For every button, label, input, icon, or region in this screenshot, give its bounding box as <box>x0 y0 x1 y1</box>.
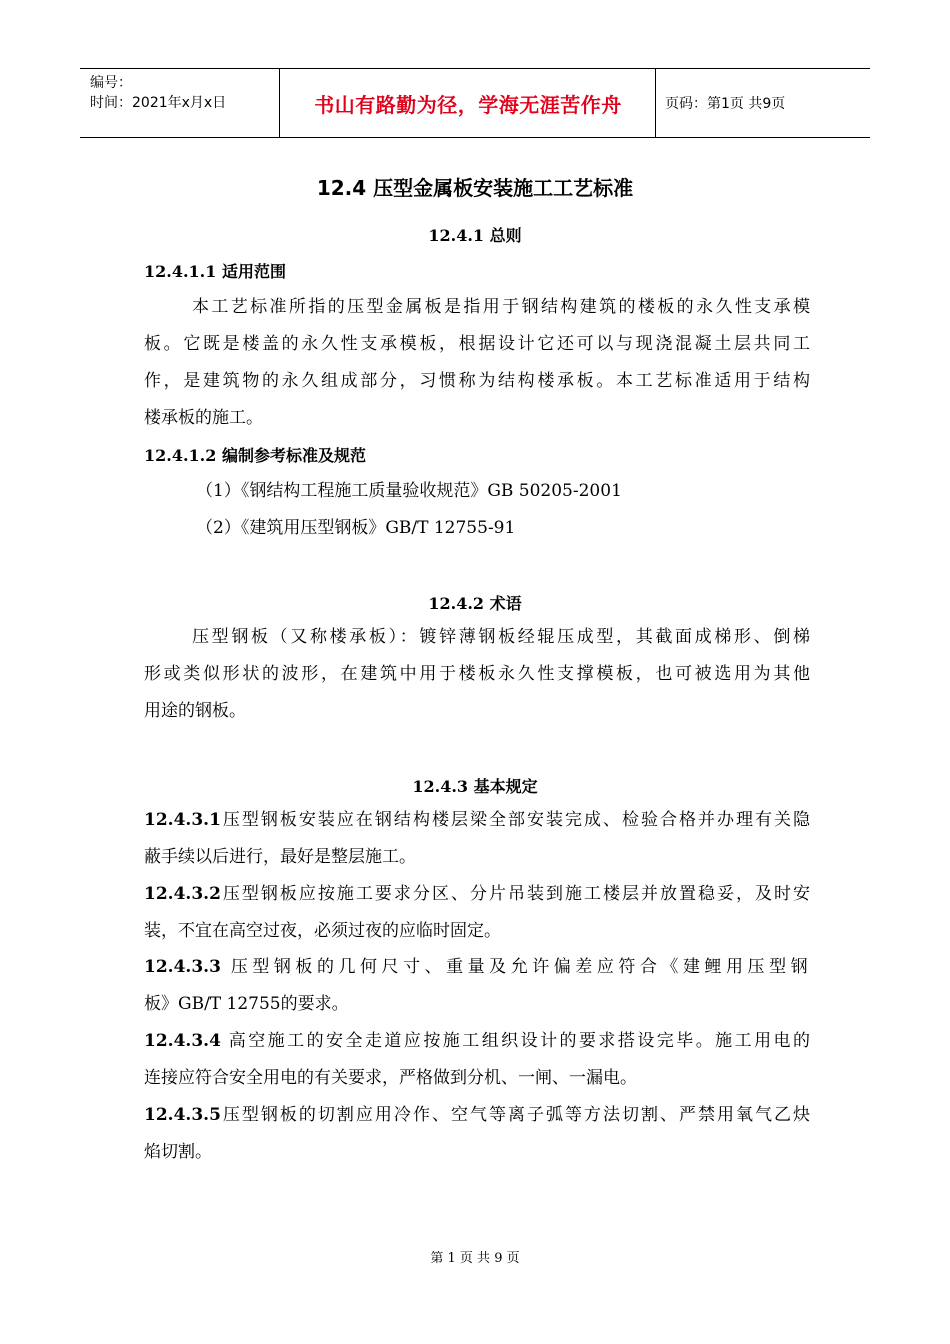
rule-number: 12.4.3.2 <box>144 884 221 904</box>
rule-item-line: 12.4.3.5压型钢板的切割应用冷作、空气等离子弧等方法切割、严禁用氧气乙炔 <box>144 1105 810 1125</box>
header-motto-cell <box>281 69 656 137</box>
rule-number: 12.4.3.1 <box>144 810 221 830</box>
section-heading-general: 12.4.1 总则 <box>428 226 522 245</box>
section-heading-terms: 12.4.2 术语 <box>428 594 522 613</box>
rule-item-line: 板》GB/T 12755的要求。 <box>144 994 349 1014</box>
header-meta-cell <box>80 69 280 137</box>
page-code: 页码：第1页 共9页 <box>665 96 786 112</box>
rule-item-line: 焰切割。 <box>144 1142 212 1162</box>
paragraph-line: 形或类似形状的波形，在建筑中用于楼板永久性支撑模板，也可被选用为其他 <box>144 664 810 684</box>
paragraph-line: 本工艺标准所指的压型金属板是指用于钢结构建筑的楼板的永久性支承模 <box>192 297 810 317</box>
reference-item: （2）《建筑用压型钢板》GB/T 12755-91 <box>196 518 516 538</box>
page-footer: 第 1 页 共 9 页 <box>430 1251 520 1266</box>
rule-item-line: 12.4.3.2压型钢板应按施工要求分区、分片吊装到施工楼层并放置稳妥，及时安 <box>144 884 810 904</box>
time-label: 时间：2021年x月x日 <box>90 95 227 111</box>
motto: 书山有路勤为径，学海无涯苦作舟 <box>314 92 622 117</box>
subheading-references: 12.4.1.2 编制参考标准及规范 <box>144 446 366 465</box>
document-title: 12.4 压型金属板安装施工工艺标准 <box>316 176 634 200</box>
header-page-cell <box>656 69 870 137</box>
reference-item: （1）《钢结构工程施工质量验收规范》GB 50205-2001 <box>196 481 622 501</box>
rule-item-line: 蔽手续以后进行，最好是整层施工。 <box>144 847 416 867</box>
paragraph-line: 板。它既是楼盖的永久性支承模板，根据设计它还可以与现浇混凝土层共同工 <box>144 334 810 354</box>
rule-item-line: 装，不宜在高空过夜，必须过夜的应临时固定。 <box>144 921 501 941</box>
document-header <box>80 68 870 138</box>
rule-item-line: 12.4.3.4 高空施工的安全走道应按施工组织设计的要求搭设完毕。施工用电的 <box>144 1031 810 1051</box>
paragraph-line: 用途的钢板。 <box>144 701 246 721</box>
subheading-scope: 12.4.1.1 适用范围 <box>144 262 286 281</box>
section-heading-basic-rules: 12.4.3 基本规定 <box>412 777 538 796</box>
paragraph-line: 作，是建筑物的永久组成部分，习惯称为结构楼承板。本工艺标准适用于结构 <box>144 371 810 391</box>
rule-number: 12.4.3.4 <box>144 1031 221 1051</box>
rule-item-line: 12.4.3.3 压型钢板的几何尺寸、重量及允许偏差应符合《建鲤用压型钢 <box>144 957 810 977</box>
rule-item-line: 12.4.3.1压型钢板安装应在钢结构楼层梁全部安装完成、检验合格并办理有关隐 <box>144 810 810 830</box>
number-label: 编号： <box>90 75 132 91</box>
rule-number: 12.4.3.3 <box>144 957 221 977</box>
paragraph-line: 压型钢板（又称楼承板）：镀锌薄钢板经辊压成型，其截面成梯形、倒梯 <box>192 627 810 647</box>
paragraph-line: 楼承板的施工。 <box>144 408 263 428</box>
rule-item-line: 连接应符合安全用电的有关要求，严格做到分机、一闸、一漏电。 <box>144 1068 637 1088</box>
rule-number: 12.4.3.5 <box>144 1105 221 1125</box>
